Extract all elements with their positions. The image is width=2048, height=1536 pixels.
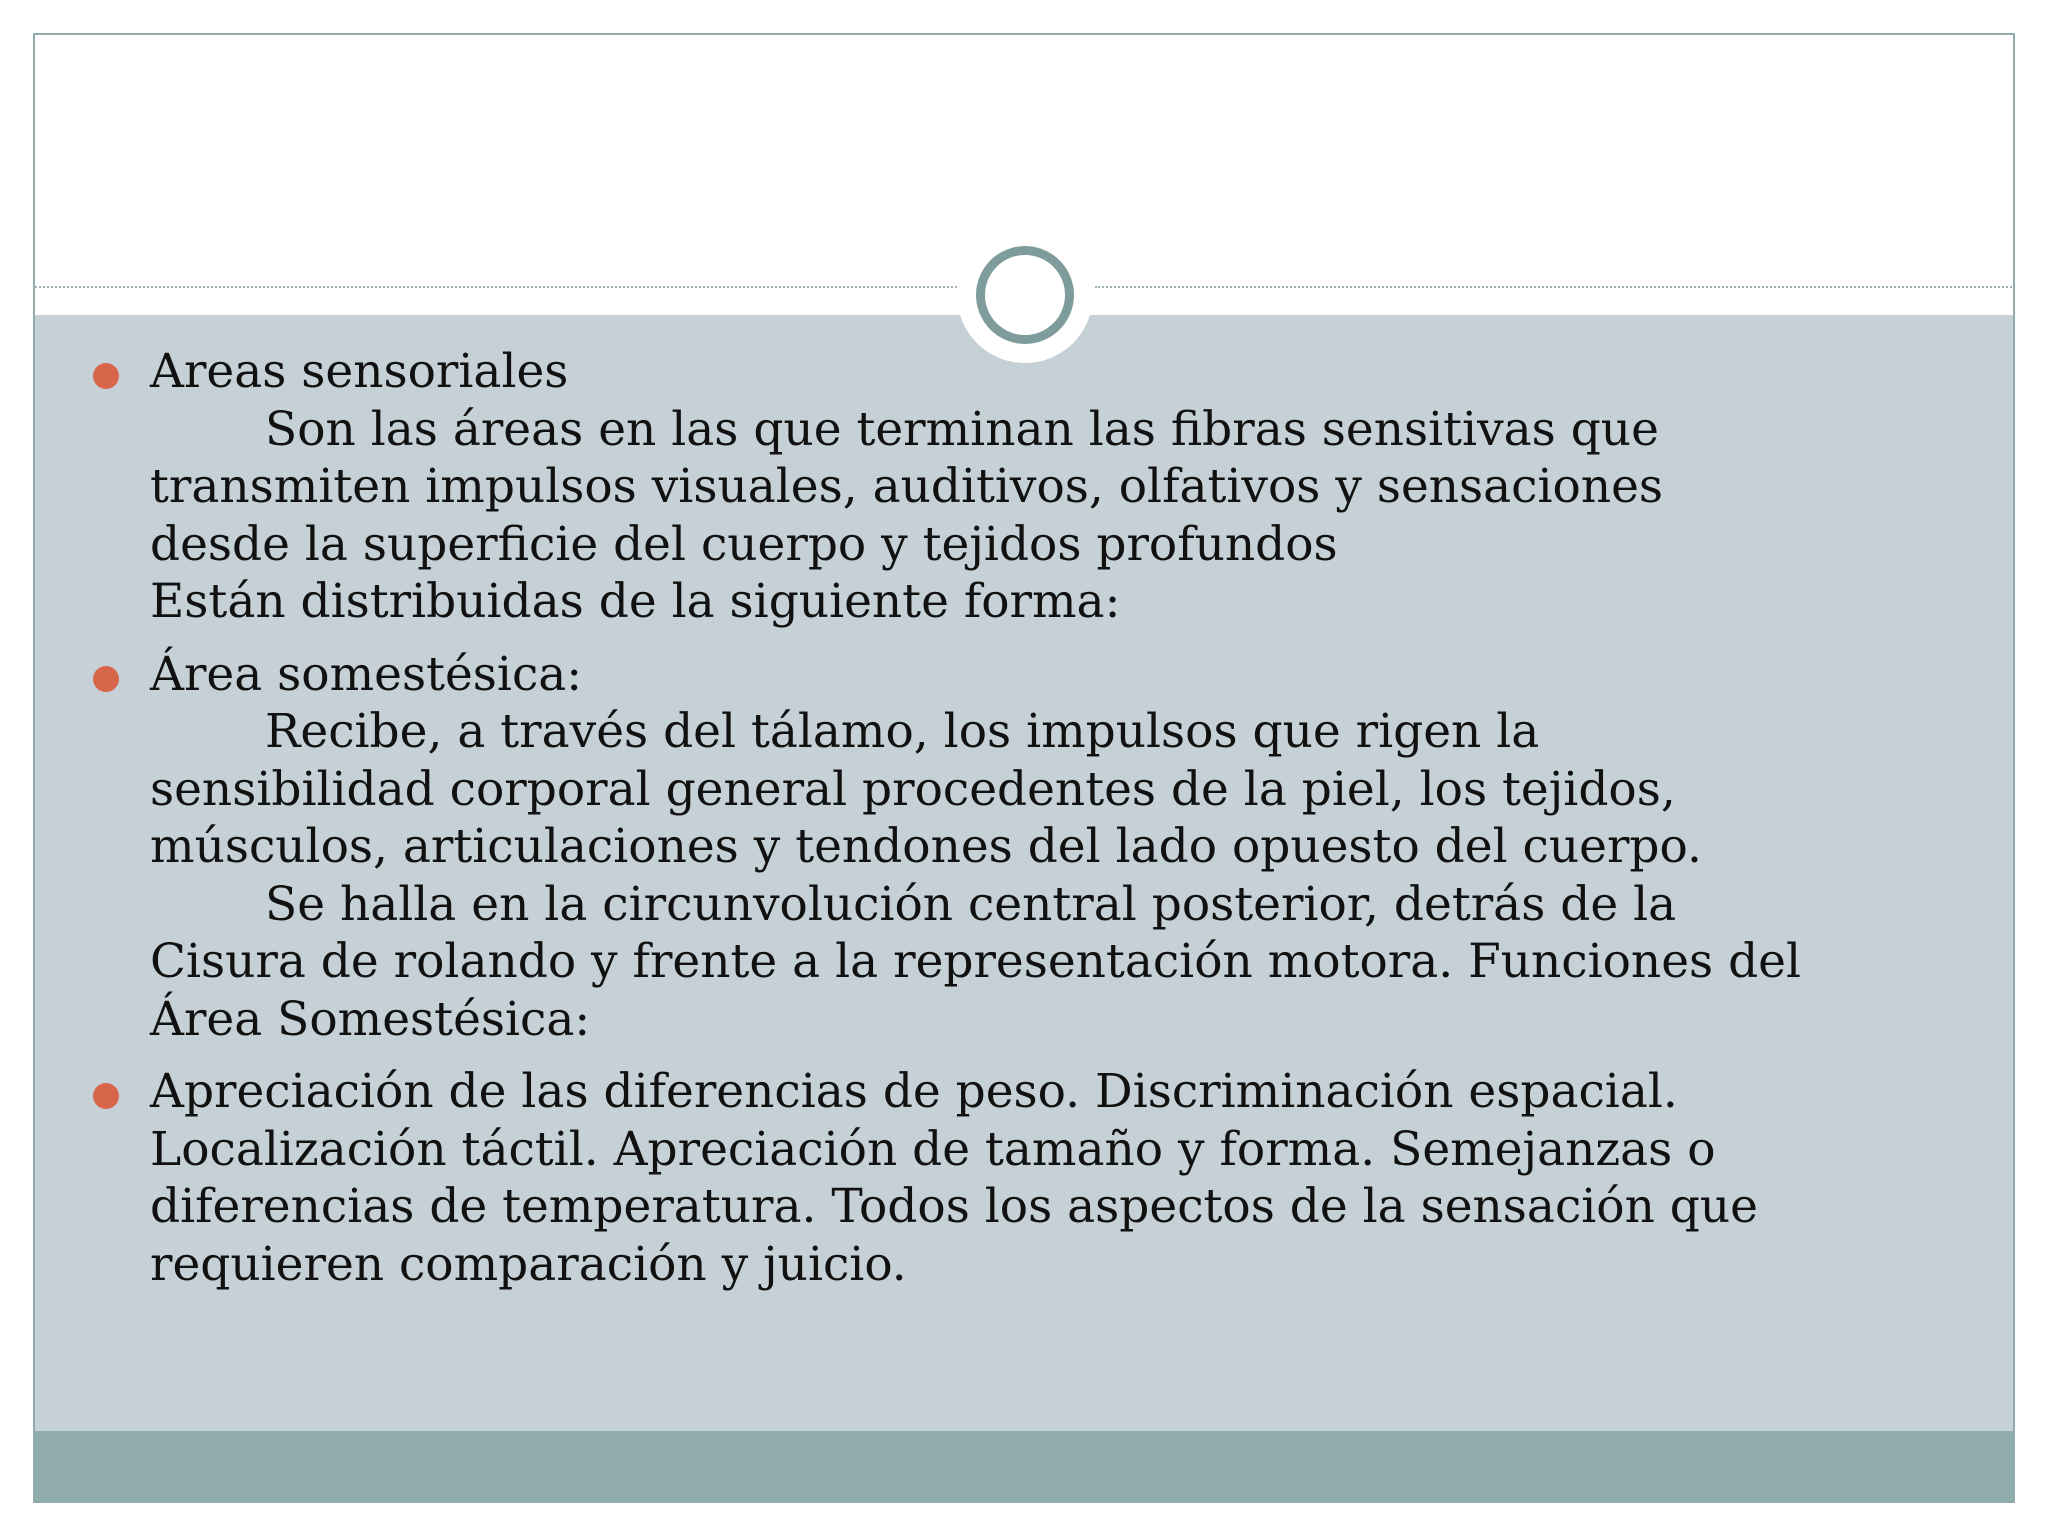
text-line: diferencias de temperatura. Todos los aspectos de la sensación que (150, 1179, 1758, 1234)
circle-ring-icon (976, 246, 1074, 344)
slide-content (35, 343, 2013, 1308)
slide (33, 33, 2015, 1503)
text-line: transmiten impulsos visuales, auditivos, olfativos y sensaciones (150, 459, 1664, 514)
bullet-item (35, 646, 2013, 1049)
bullet-item (35, 1063, 2013, 1293)
bullet-dot-icon (93, 1083, 119, 1109)
bullet-item (35, 343, 2013, 631)
header-divider-right (1095, 286, 2015, 288)
text-line: Están distribuidas de la siguiente forma: (150, 574, 1121, 629)
bullet-dot-icon (93, 666, 119, 692)
text-line: Cisura de rolando y frente a la representación motora. Funciones del (150, 934, 1802, 989)
text-line: requieren comparación y juicio. (150, 1236, 907, 1292)
text-line: Localización táctil. Apreciación de tamaño y forma. Semejanzas o (150, 1121, 1716, 1177)
text-line: músculos, articulaciones y tendones del lado opuesto del cuerpo. (150, 819, 1702, 874)
bullet-dot-icon (93, 363, 119, 389)
text-line: Recibe, a través del tálamo, los impulsos que rigen la (265, 704, 1540, 759)
text-line: Área Somestésica: (150, 991, 591, 1047)
text-line: Son las áreas en las que terminan las fibras sensitivas que (265, 401, 1659, 457)
bullet-heading: Área somestésica: (150, 646, 583, 702)
header-divider-left (35, 286, 957, 288)
footer-band (35, 1431, 2013, 1503)
text-line: Apreciación de las diferencias de peso. Discriminación espacial. (150, 1064, 1678, 1119)
text-line: Se halla en la circunvolución central posterior, detrás de la (265, 876, 1677, 932)
text-line: sensibilidad corporal general procedentes de la piel, los tejidos, (150, 761, 1676, 817)
text-line: desde la superficie del cuerpo y tejidos profundos (150, 516, 1338, 572)
bullet-heading: Areas sensoriales (150, 344, 569, 399)
